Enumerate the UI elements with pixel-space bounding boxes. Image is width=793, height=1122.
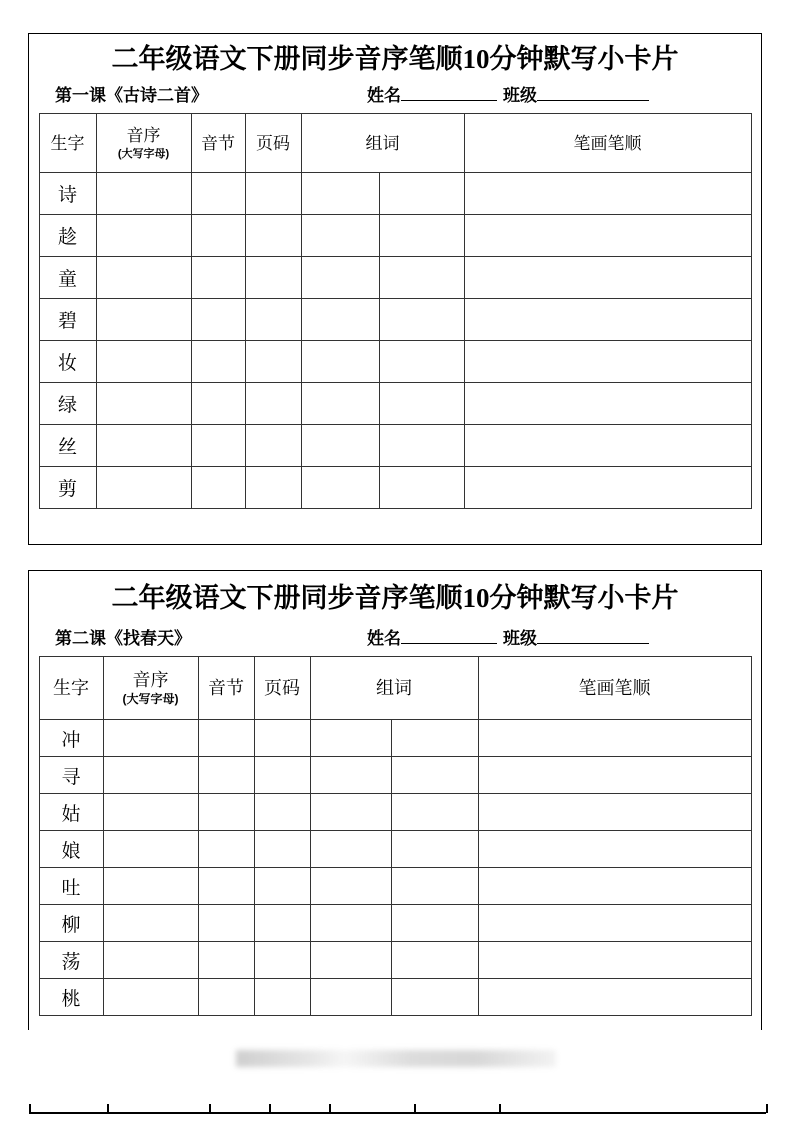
table-body — [39, 720, 751, 1016]
cell-stroke-order[interactable] — [464, 425, 751, 467]
cell-yinxu[interactable] — [96, 341, 191, 383]
header-yinxu-main: 音序 — [126, 125, 161, 145]
cell-yinjie[interactable] — [198, 868, 254, 905]
table-row — [39, 425, 751, 467]
cell-stroke-order[interactable] — [478, 794, 751, 831]
cell-stroke-order[interactable] — [464, 341, 751, 383]
table-body — [39, 173, 751, 509]
cell-word-b[interactable] — [391, 868, 478, 905]
table-row — [39, 257, 751, 299]
cell-page-no[interactable] — [254, 757, 310, 794]
cell-yinjie[interactable] — [198, 942, 254, 979]
cell-yinjie[interactable] — [198, 794, 254, 831]
ruler-tick — [766, 1104, 768, 1113]
cell-word-b[interactable] — [379, 299, 464, 341]
bottom-ruler — [29, 1103, 766, 1115]
ruler-tick — [107, 1104, 109, 1113]
cell-word-a[interactable] — [301, 383, 379, 425]
header-yinjie: 音节 — [191, 114, 245, 173]
practice-table-lesson-2 — [39, 656, 752, 1016]
cell-char: 寻 — [39, 757, 103, 794]
cell-word-a[interactable] — [310, 831, 391, 868]
worksheet-card-lesson-2 — [28, 570, 762, 1030]
cell-char: 丝 — [39, 425, 96, 467]
table-header-row — [39, 114, 751, 173]
student-fields — [367, 81, 649, 106]
cell-page-no[interactable] — [245, 299, 301, 341]
cell-page-no[interactable] — [254, 979, 310, 1016]
cell-stroke-order[interactable] — [464, 215, 751, 257]
cell-stroke-order[interactable] — [464, 257, 751, 299]
cell-word-b[interactable] — [379, 215, 464, 257]
cell-word-a[interactable] — [310, 720, 391, 757]
name-label: 姓名 — [367, 86, 401, 106]
table-row — [39, 173, 751, 215]
card-inner — [29, 45, 761, 545]
header-yinxu-main: 音序 — [132, 669, 169, 690]
cell-char: 绿 — [39, 383, 96, 425]
cell-char: 妆 — [39, 341, 96, 383]
cell-char: 冲 — [39, 720, 103, 757]
cell-yinxu[interactable] — [96, 383, 191, 425]
cell-yinxu[interactable] — [103, 868, 198, 905]
table-row — [39, 979, 751, 1016]
class-input-rule[interactable] — [537, 643, 649, 644]
header-page-no: 页码 — [254, 657, 310, 720]
cell-stroke-order[interactable] — [478, 905, 751, 942]
cell-word-a[interactable] — [301, 341, 379, 383]
cell-yinxu[interactable] — [96, 299, 191, 341]
cell-yinjie[interactable] — [198, 831, 254, 868]
cell-stroke-order[interactable] — [478, 757, 751, 794]
header-char: 生字 — [39, 657, 103, 720]
header-word: 组词 — [301, 114, 464, 173]
cell-char: 童 — [39, 257, 96, 299]
cell-stroke-order[interactable] — [478, 868, 751, 905]
cell-word-b[interactable] — [379, 467, 464, 509]
table-row — [39, 299, 751, 341]
ruler-tick — [269, 1104, 271, 1113]
cell-yinjie[interactable] — [191, 467, 245, 509]
cell-word-b[interactable] — [379, 173, 464, 215]
name-input-rule[interactable] — [401, 643, 497, 644]
cell-char: 吐 — [39, 868, 103, 905]
subtitle-row — [37, 79, 753, 113]
header-yinxu — [96, 114, 191, 173]
cell-char: 柳 — [39, 905, 103, 942]
lesson-title: 第一课《古诗二首》 — [55, 86, 208, 106]
cell-word-b[interactable] — [391, 720, 478, 757]
cell-word-a[interactable] — [310, 868, 391, 905]
ruler-tick — [29, 1104, 31, 1113]
cell-page-no[interactable] — [254, 720, 310, 757]
cell-word-a[interactable] — [301, 467, 379, 509]
cell-stroke-order[interactable] — [478, 720, 751, 757]
cell-yinxu[interactable] — [96, 425, 191, 467]
cell-page-no[interactable] — [254, 868, 310, 905]
cell-yinjie[interactable] — [191, 257, 245, 299]
cell-yinxu[interactable] — [103, 979, 198, 1016]
cell-stroke-order[interactable] — [464, 383, 751, 425]
cell-stroke-order[interactable] — [464, 299, 751, 341]
cell-yinjie[interactable] — [191, 425, 245, 467]
student-fields — [367, 624, 649, 649]
cell-yinxu[interactable] — [103, 831, 198, 868]
page-title: 二年级语文下册同步音序笔顺10分钟默写小卡片 — [111, 44, 679, 74]
cell-word-a[interactable] — [310, 794, 391, 831]
cell-page-no[interactable] — [245, 341, 301, 383]
cell-stroke-order[interactable] — [478, 831, 751, 868]
cell-word-b[interactable] — [391, 942, 478, 979]
ruler-tick — [414, 1104, 416, 1113]
cell-word-a[interactable] — [301, 173, 379, 215]
cell-word-a[interactable] — [310, 942, 391, 979]
cell-yinjie[interactable] — [191, 341, 245, 383]
table-row — [39, 794, 751, 831]
name-label: 姓名 — [367, 629, 401, 649]
table-row — [39, 905, 751, 942]
cell-stroke-order[interactable] — [478, 979, 751, 1016]
class-label: 班级 — [503, 86, 537, 106]
cell-char: 荡 — [39, 942, 103, 979]
cell-word-b[interactable] — [379, 257, 464, 299]
table-header-row — [39, 657, 751, 720]
table-row — [39, 341, 751, 383]
cell-page-no[interactable] — [254, 942, 310, 979]
cell-word-b[interactable] — [391, 794, 478, 831]
cell-yinxu[interactable] — [96, 257, 191, 299]
header-yinjie: 音节 — [198, 657, 254, 720]
ruler-tick — [499, 1104, 501, 1113]
ruler-tick — [329, 1104, 331, 1113]
ruler-line — [29, 1112, 766, 1114]
cell-word-a[interactable] — [301, 425, 379, 467]
redacted-watermark — [236, 1050, 556, 1067]
table-row — [39, 383, 751, 425]
cell-yinxu[interactable] — [103, 905, 198, 942]
card-inner — [29, 584, 761, 1030]
cell-word-a[interactable] — [301, 299, 379, 341]
cell-stroke-order[interactable] — [464, 467, 751, 509]
lesson-title: 第二课《找春天》 — [55, 629, 191, 649]
cell-page-no[interactable] — [254, 794, 310, 831]
table-row — [39, 467, 751, 509]
cell-page-no[interactable] — [254, 905, 310, 942]
cell-word-b[interactable] — [379, 425, 464, 467]
cell-page-no[interactable] — [245, 467, 301, 509]
header-stroke-order: 笔画笔顺 — [464, 114, 751, 173]
ruler-tick — [209, 1104, 211, 1113]
cell-page-no[interactable] — [245, 383, 301, 425]
page-title: 二年级语文下册同步音序笔顺10分钟默写小卡片 — [111, 583, 679, 613]
cell-yinxu[interactable] — [103, 757, 198, 794]
subtitle-row — [37, 622, 753, 656]
cell-yinjie[interactable] — [191, 299, 245, 341]
cell-stroke-order[interactable] — [464, 173, 751, 215]
cell-yinxu[interactable] — [103, 942, 198, 979]
table-row — [39, 831, 751, 868]
cell-yinjie[interactable] — [191, 215, 245, 257]
cell-word-a[interactable] — [301, 215, 379, 257]
table-row — [39, 720, 751, 757]
cell-word-b[interactable] — [391, 979, 478, 1016]
cell-char: 桃 — [39, 979, 103, 1016]
table-row — [39, 757, 751, 794]
cell-yinjie[interactable] — [198, 979, 254, 1016]
cell-char: 诗 — [39, 173, 96, 215]
header-word: 组词 — [310, 657, 478, 720]
cell-char: 碧 — [39, 299, 96, 341]
table-row — [39, 215, 751, 257]
cell-word-a[interactable] — [310, 905, 391, 942]
cell-char: 趁 — [39, 215, 96, 257]
header-yinxu — [103, 657, 198, 720]
cell-page-no[interactable] — [245, 257, 301, 299]
cell-word-b[interactable] — [391, 905, 478, 942]
cell-page-no[interactable] — [254, 831, 310, 868]
cell-char: 姑 — [39, 794, 103, 831]
cell-page-no[interactable] — [245, 215, 301, 257]
cell-word-a[interactable] — [301, 257, 379, 299]
cell-page-no[interactable] — [245, 173, 301, 215]
cell-yinjie[interactable] — [191, 173, 245, 215]
class-label: 班级 — [503, 629, 537, 649]
cell-word-a[interactable] — [310, 757, 391, 794]
header-stroke-order: 笔画笔顺 — [478, 657, 751, 720]
header-yinxu-sub: (大写字母) — [122, 692, 179, 707]
cell-word-b[interactable] — [391, 757, 478, 794]
table-row — [39, 868, 751, 905]
cell-yinjie[interactable] — [198, 757, 254, 794]
cell-yinxu[interactable] — [96, 467, 191, 509]
cell-word-a[interactable] — [310, 979, 391, 1016]
cell-yinxu[interactable] — [96, 215, 191, 257]
class-input-rule[interactable] — [537, 100, 649, 101]
cell-yinjie[interactable] — [191, 383, 245, 425]
cell-yinxu[interactable] — [103, 720, 198, 757]
cell-stroke-order[interactable] — [478, 942, 751, 979]
cell-yinjie[interactable] — [198, 905, 254, 942]
table-row — [39, 942, 751, 979]
cell-word-b[interactable] — [379, 341, 464, 383]
cell-yinxu[interactable] — [96, 173, 191, 215]
cell-word-b[interactable] — [379, 383, 464, 425]
cell-char: 剪 — [39, 467, 96, 509]
practice-table-lesson-1 — [39, 113, 752, 509]
cell-char: 娘 — [39, 831, 103, 868]
header-char: 生字 — [39, 114, 96, 173]
cell-yinxu[interactable] — [103, 794, 198, 831]
cell-page-no[interactable] — [245, 425, 301, 467]
header-page-no: 页码 — [245, 114, 301, 173]
cell-word-b[interactable] — [391, 831, 478, 868]
worksheet-card-lesson-1 — [28, 33, 762, 545]
cell-yinjie[interactable] — [198, 720, 254, 757]
header-yinxu-sub: (大写字母) — [117, 148, 170, 161]
name-input-rule[interactable] — [401, 100, 497, 101]
